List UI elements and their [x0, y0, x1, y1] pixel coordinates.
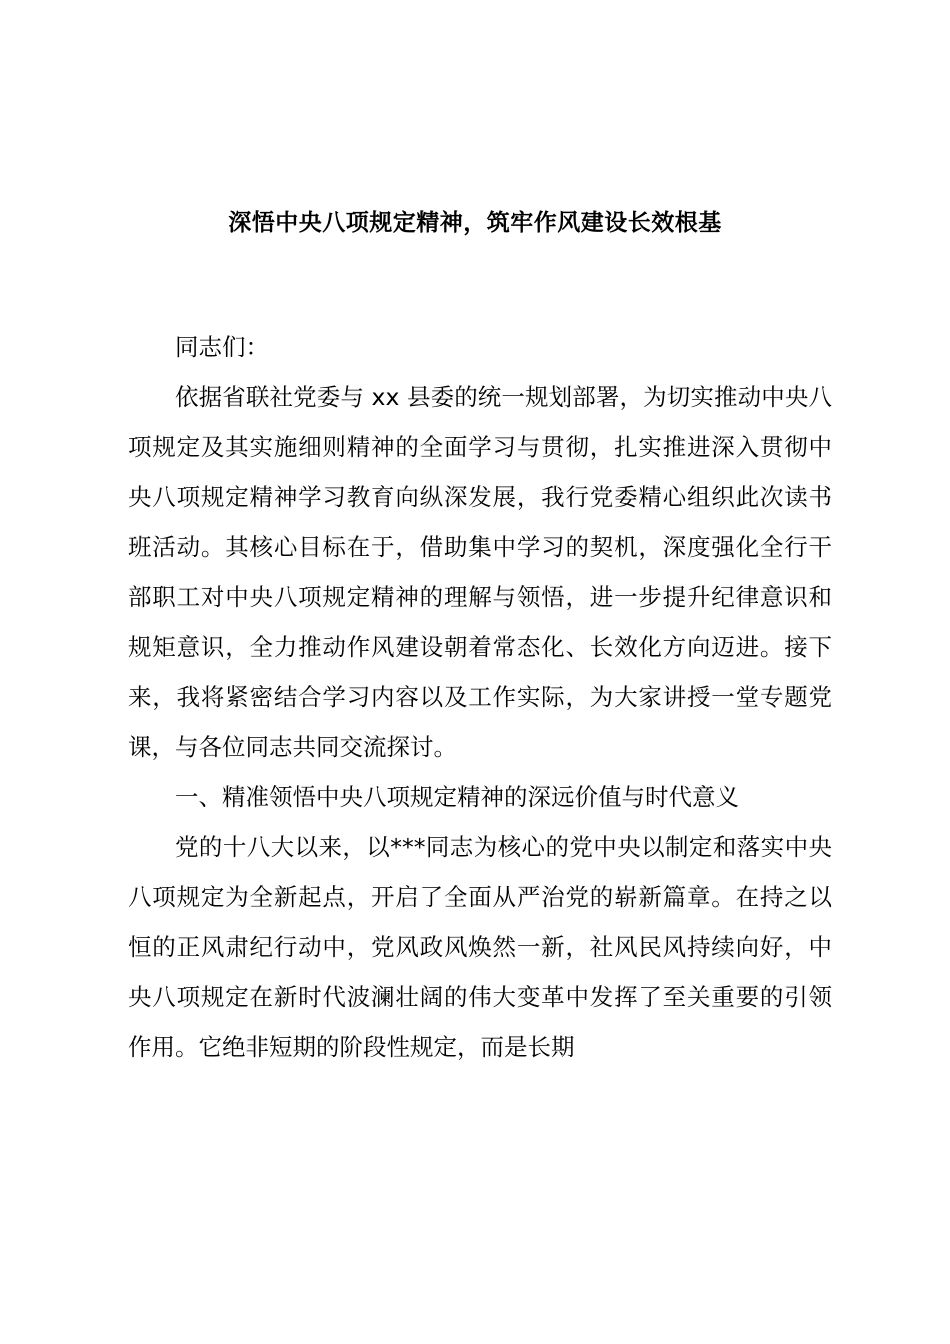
section-paragraph: 党的十八大以来，以***同志为核心的党中央以制定和落实中央八项规定为全新起点，开启了全面从严治党的崭新篇章。在持之以恒的正风肃纪行动中，党风政风焕然一新，社风民风持续向好，中央八项规定在新时代波澜壮阔的伟大变革中发挥了至关重要的引领作用。它绝非短期的阶段性规定，而是长期	[128, 833, 832, 1061]
document-body	[128, 322, 832, 1072]
document-title: 深悟中央八项规定精神，筑牢作风建设长效根基	[228, 210, 722, 236]
salutation: 同志们：	[175, 333, 269, 361]
intro-paragraph: 依据省联社党委与 xx 县委的统一规划部署，为切实推动中央八项规定及其实施细则精神的全面学习与贯彻，扎实推进深入贯彻中央八项规定精神学习教育向纵深发展，我行党委精心组织此次读书班活动。其核心目标在于，借助集中学习的契机，深度强化全行干部职工对中央八项规定精神的理解与领悟，进一步提升纪律意识和规矩意识，全力推动作风建设朝着常态化、长效化方向迈进。接下来，我将紧密结合学习内容以及工作实际，为大家讲授一堂专题党课，与各位同志共同交流探讨。	[128, 383, 832, 761]
section-heading: 一、精准领悟中央八项规定精神的深远价值与时代意义	[175, 783, 739, 811]
